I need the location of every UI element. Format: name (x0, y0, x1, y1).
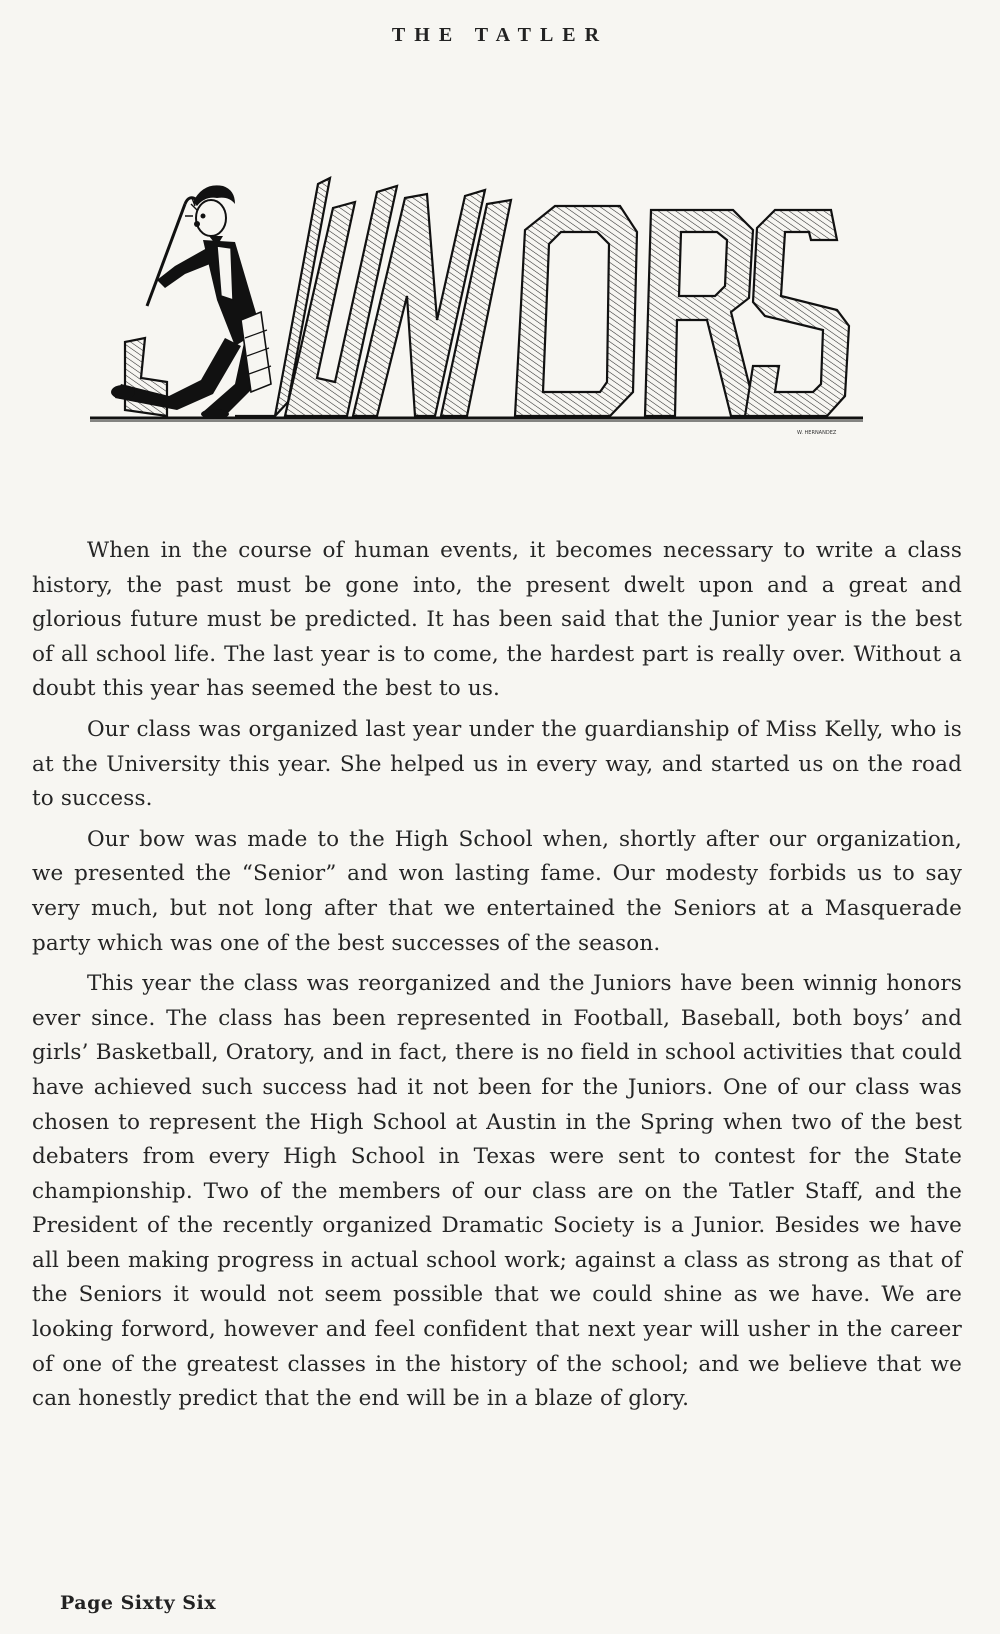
letter-r-shape (645, 210, 757, 416)
juniors-banner-illustration (85, 170, 915, 470)
letter-o-shape (515, 206, 637, 416)
running-title: THE TATLER (391, 24, 609, 46)
article-paragraph-2: Our class was organized last year under the guardianship of Miss Kelly, who is at the University this year. She helped us in every way, and started us on the road to success. (32, 716, 962, 812)
article-paragraph-3: Our bow was made to the High School when, shortly after our organization, we presented the “Senior” and won lasting fame. Our modesty forbids us to say very much, but not long after that we entertained the Seniors at a Masquerade party which was one of the best successes of the season. (32, 826, 962, 956)
letter-s-shape (745, 210, 849, 416)
article-paragraph-1: When in the course of human events, it becomes necessary to write a class history, the past must be gone into, the present dwelt upon and a great and glorious future must be predicted. It has been said that the Junior year is the best of all school life. The last year is to come, the hardest part is really over. Without a doubt this year has seemed the best to us. (32, 538, 962, 702)
article-body (32, 534, 962, 1423)
artist-signature: W. HERNANDEZ (797, 430, 837, 436)
page-number: Page Sixty Six (60, 1592, 217, 1614)
article-paragraph-4: This year the class was reorganized and the Juniors have been winnig honors ever since. The class has been represented in Football, Baseball, both boys’ and girls’ Basketball, Oratory, and in fact, there is no field in school activities that could have achieved such success had it not been for the Juniors. One of our class was chosen to represent the High School at Austin in the Spring when two of the best debaters from every High School in Texas were sent to contest for the State championship. Two of the members of our class are on the Tatler Staff, and the President of the recently organized Dramatic Society is a Junior. Besides we have all been making progress in actual school work; against a class as strong as that of the Seniors it would not seem possible that we could shine as we have. We are looking forword, however and feel confident that next year will usher in the career of one of the greatest classes in the history of the school; and we believe that we can honestly predict that the end will be in a blaze of glory. (32, 971, 962, 1412)
